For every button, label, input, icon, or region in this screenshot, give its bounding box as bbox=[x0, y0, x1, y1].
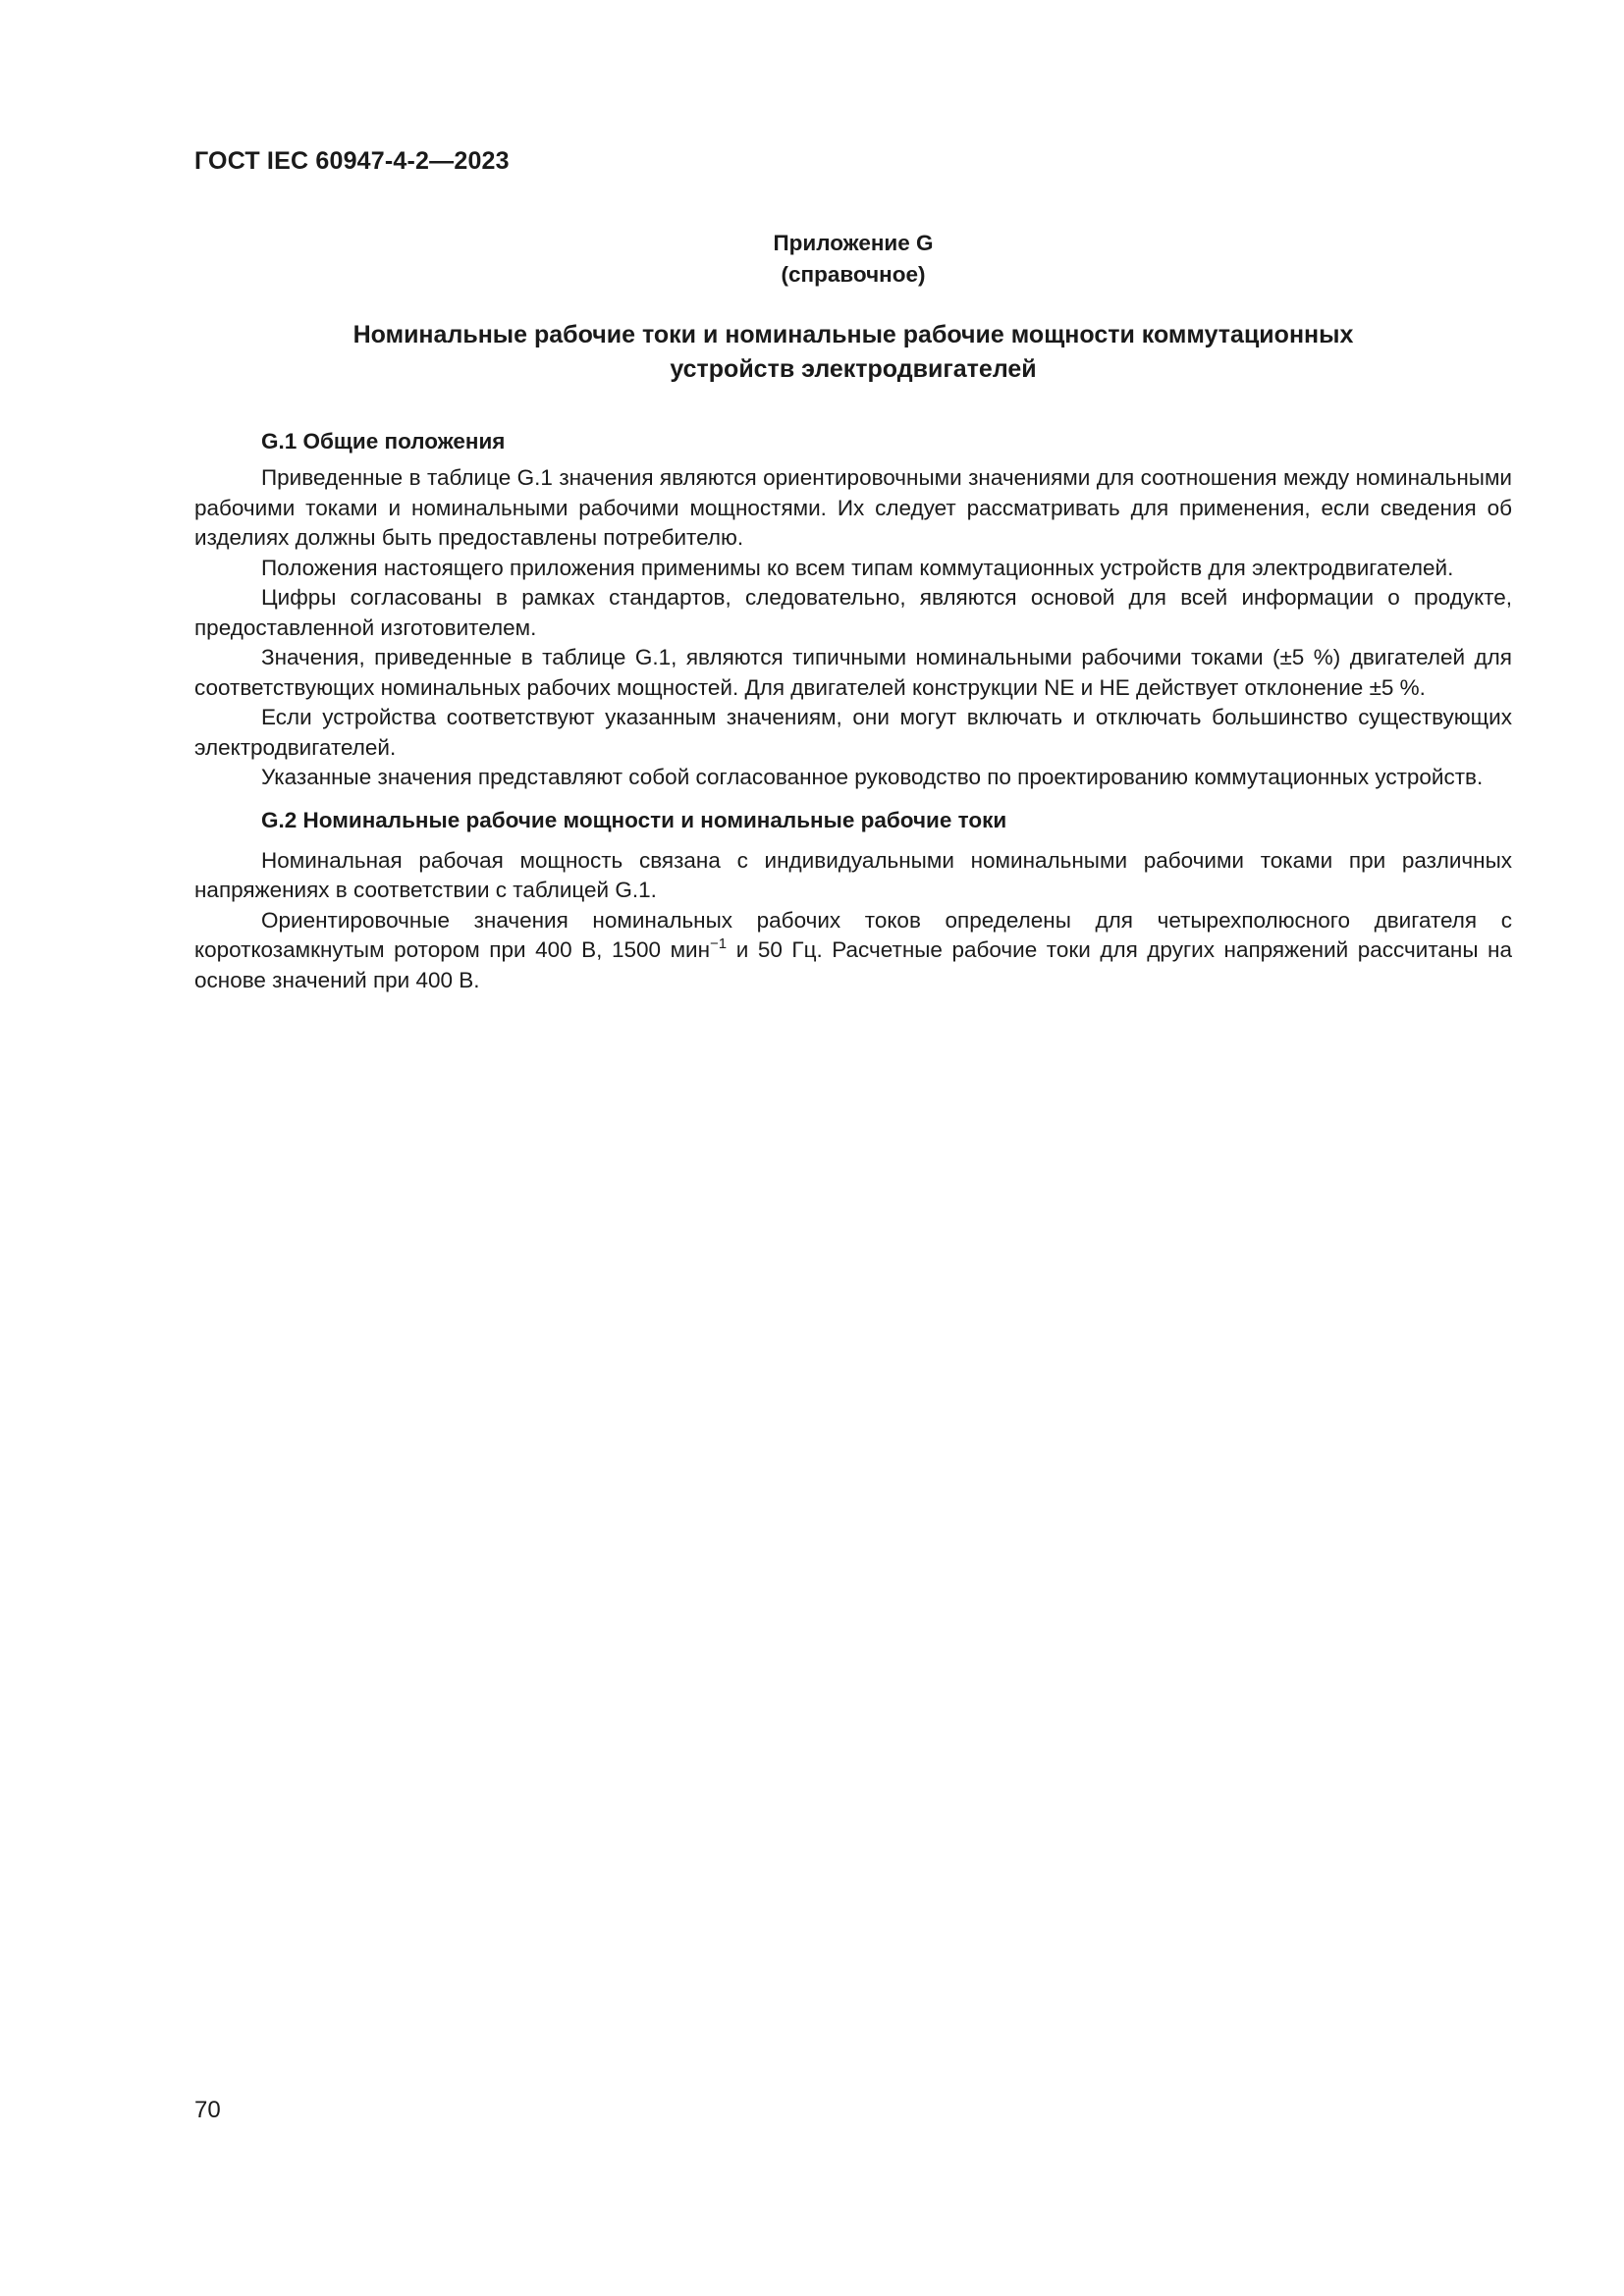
paragraph-text-after: и 50 Гц. Расчетные рабочие токи для других напряжений рассчитаны на основе значений при 400 В. bbox=[194, 937, 1512, 992]
paragraph: Приведенные в таблице G.1 значения являются ориентировочными значениями для соотношения между номинальными рабочими токами и номинальными рабочими мощностями. Их следует рассматривать для применения, если сведения об изделиях должны быть предоставлены потребителю. bbox=[194, 465, 1512, 550]
exponent-superscript: −1 bbox=[710, 935, 728, 952]
paragraph: Значения, приведенные в таблице G.1, являются типичными номинальными рабочими токами (±5 %) двигателей для соответствующих номинальных рабочих мощностей. Для двигателей конструкции NE и HE действует отклонение ±5 %. bbox=[194, 645, 1512, 700]
appendix-status: (справочное) bbox=[781, 262, 926, 287]
appendix-label: Приложение G bbox=[773, 231, 934, 255]
paragraph: Если устройства соответствуют указанным значениям, они могут включать и отключать большинство существующих электродвигателей. bbox=[194, 705, 1512, 760]
paragraph-text-before: Ориентировочные значения номинальных рабочих токов определены для четырехполюсного двигателя с короткозамкнутым ротором при 400 В, 1500 мин bbox=[194, 907, 1512, 962]
appendix-title-line-1: Номинальные рабочие токи и номинальные рабочие мощности коммутационных bbox=[352, 321, 1354, 348]
appendix-heading bbox=[194, 228, 1512, 291]
body-text bbox=[194, 426, 1512, 995]
paragraph: Указанные значения представляют собой согласованное руководство по проектированию коммутационных устройств. bbox=[261, 765, 1484, 789]
appendix-title-line-2: устройств электродвигателей bbox=[670, 355, 1037, 383]
section-heading-g2: G.2 Номинальные рабочие мощности и номинальные рабочие токи bbox=[261, 807, 1007, 832]
paragraph: Положения настоящего приложения применимы ко всем типам коммутационных устройств для электродвигателей. bbox=[261, 555, 1454, 580]
paragraph: Номинальная рабочая мощность связана с индивидуальными номинальными рабочими токами при различных напряжениях в соответствии с таблицей G.1. bbox=[194, 847, 1512, 902]
standard-code-header: ГОСТ IEC 60947-4-2—2023 bbox=[194, 147, 510, 175]
paragraph: Цифры согласованы в рамках стандартов, следовательно, являются основой для всей информации о продукте, предоставленной изготовителем. bbox=[194, 585, 1512, 640]
section-heading-g1: G.1 Общие положения bbox=[261, 429, 506, 454]
appendix-title bbox=[194, 318, 1512, 387]
page-number: 70 bbox=[194, 2097, 221, 2123]
paragraph-with-superscript bbox=[194, 906, 1512, 996]
